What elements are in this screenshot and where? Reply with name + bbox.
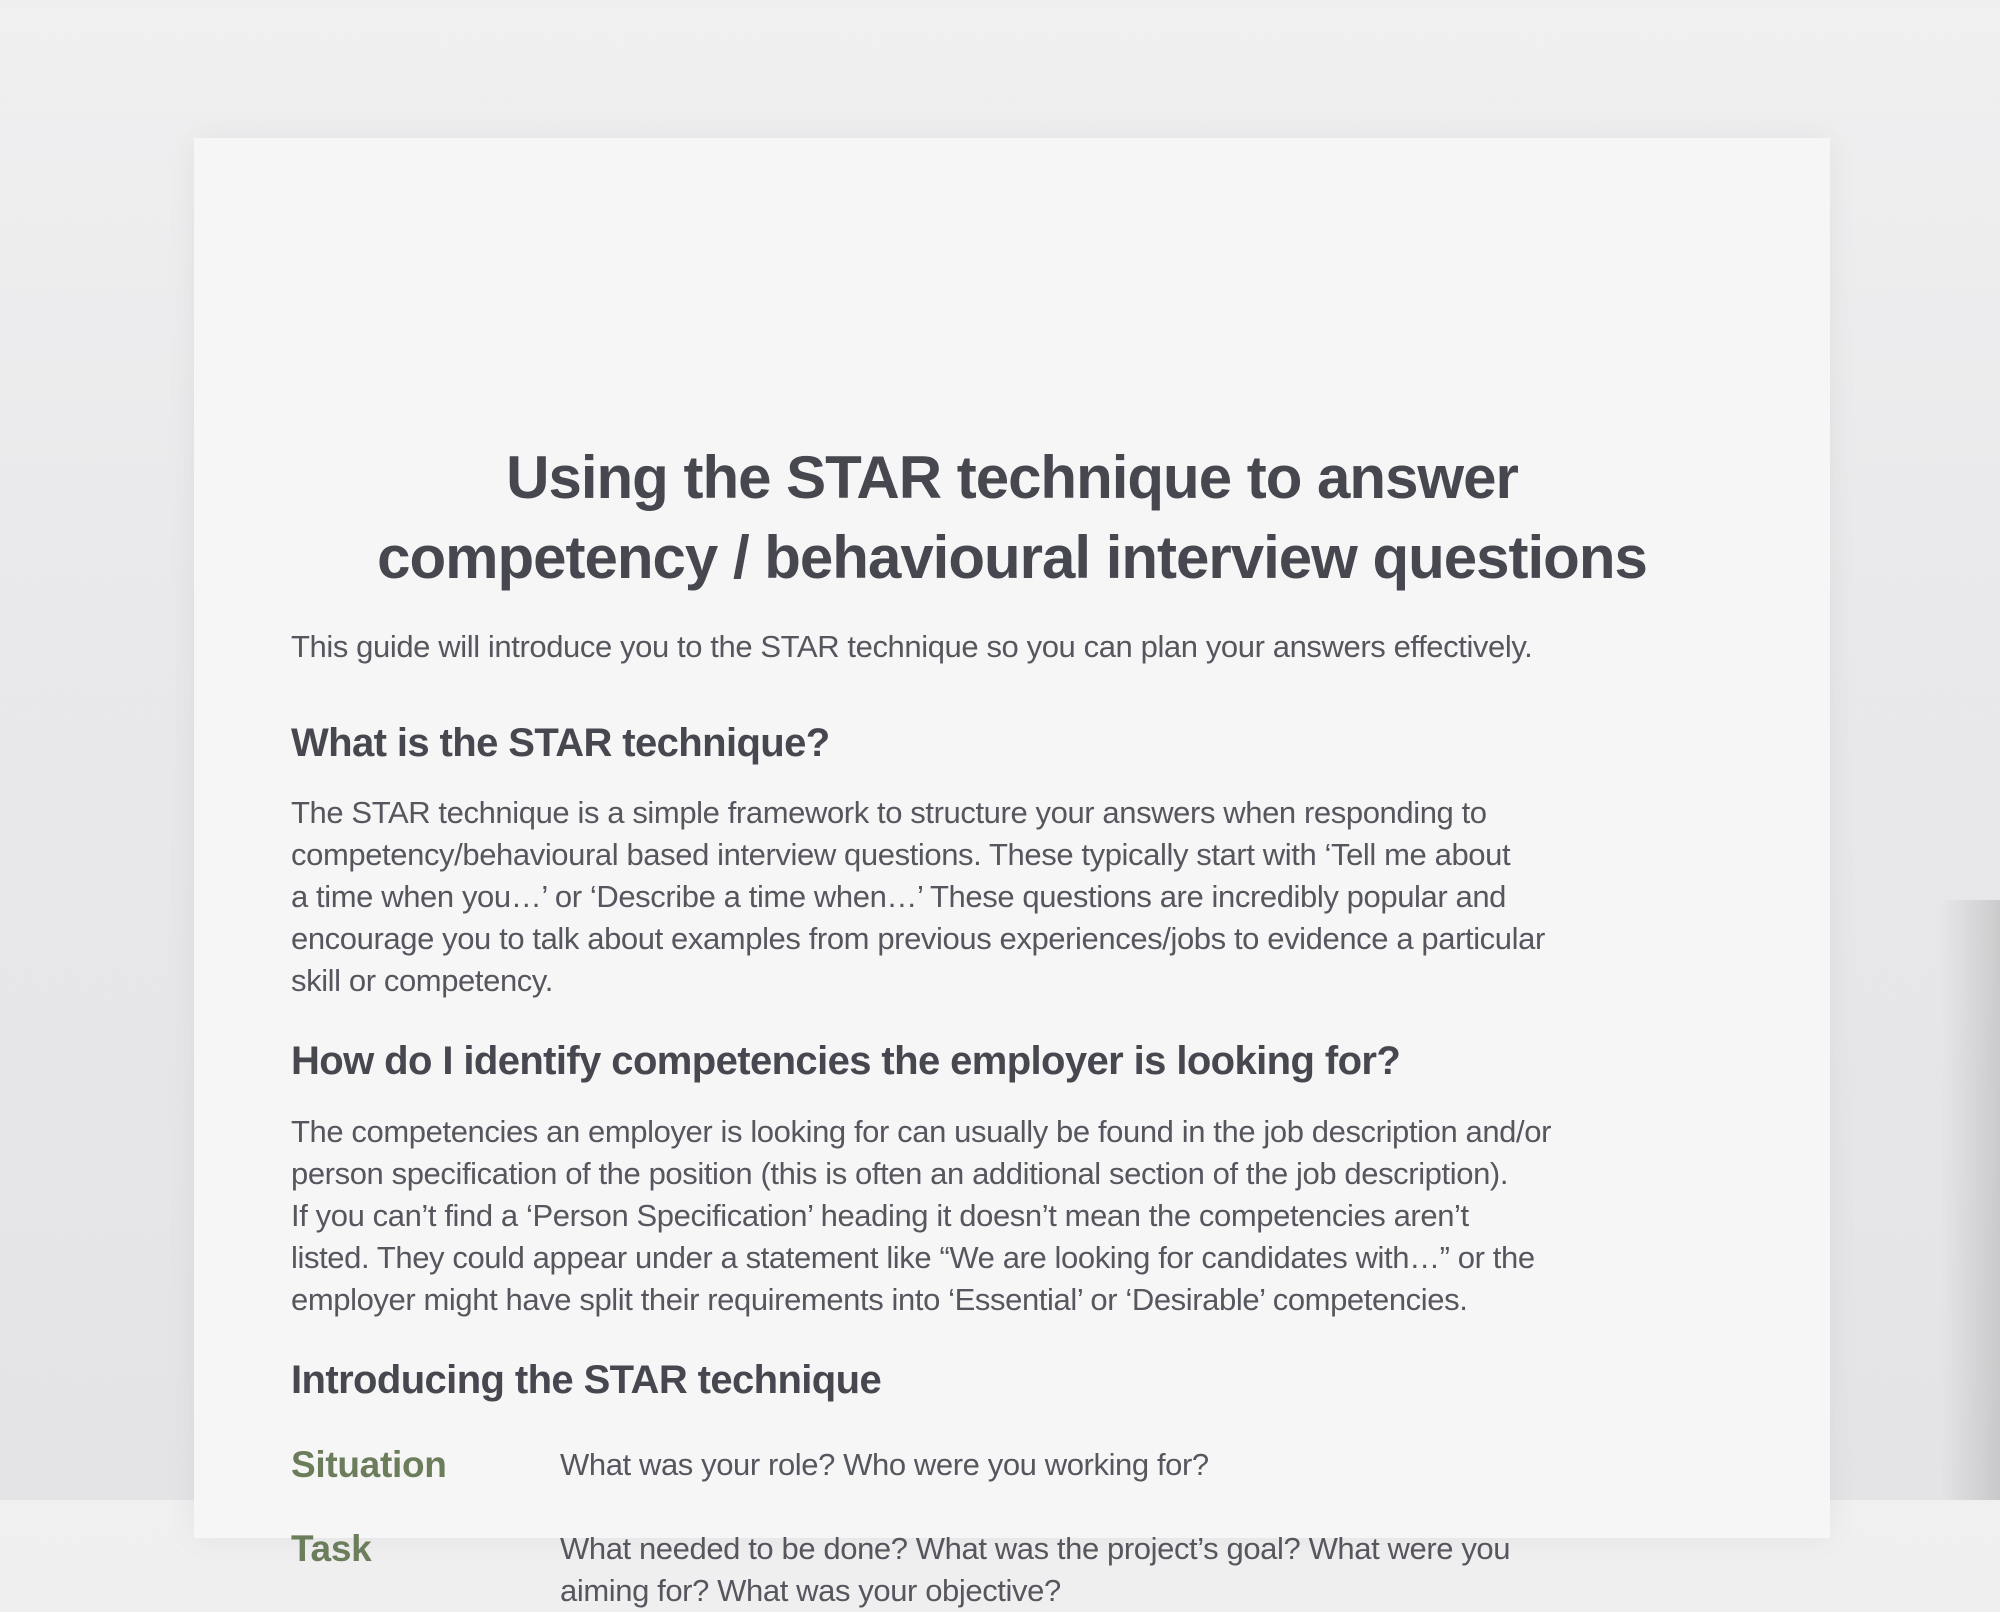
paragraph-line: If you can’t find a ‘Person Specification’ heading it doesn’t mean the competencies aren’t <box>291 1198 1469 1233</box>
star-desc-situation <box>560 1444 1209 1486</box>
intro-text: This guide will introduce you to the STAR technique so you can plan your answers effectively. <box>291 629 1533 664</box>
paragraph-line: employer might have split their requirements into ‘Essential’ or ‘Desirable’ competencies. <box>291 1282 1468 1317</box>
star-label-situation: Situation <box>291 1444 447 1485</box>
section-paragraph-identify-competencies <box>291 1111 1551 1321</box>
paragraph-line: The STAR technique is a simple framework to structure your answers when responding to <box>291 795 1487 830</box>
section-heading-identify-competencies: How do I identify competencies the employer is looking for? <box>291 1039 1401 1083</box>
paragraph-line: competency/behavioural based interview questions. These typically start with ‘Tell me about <box>291 837 1511 872</box>
paragraph-line: person specification of the position (this is often an additional section of the job description). <box>291 1156 1509 1191</box>
section-paragraph-what-is-star <box>291 792 1545 1002</box>
document-page <box>194 138 1830 1608</box>
star-label-task: Task <box>291 1528 372 1569</box>
background-shadow <box>1940 900 2000 1500</box>
paragraph-line: listed. They could appear under a statement like “We are looking for candidates with…” or the <box>291 1240 1535 1275</box>
section-heading-introducing-star: Introducing the STAR technique <box>291 1358 882 1402</box>
page-title-line-2: competency / behavioural interview questions <box>377 524 1647 591</box>
paragraph-line: The competencies an employer is looking for can usually be found in the job description and/or <box>291 1114 1551 1149</box>
section-heading-what-is-star: What is the STAR technique? <box>291 721 830 765</box>
star-desc-line: What needed to be done? What was the project’s goal? What were you <box>560 1531 1511 1566</box>
paragraph-line: skill or competency. <box>291 963 553 998</box>
star-desc-task <box>560 1528 1510 1612</box>
star-desc-line: aiming for? What was your objective? <box>560 1573 1061 1608</box>
star-desc-line: What was your role? Who were you working for? <box>560 1447 1209 1482</box>
page-title-line-1: Using the STAR technique to answer <box>506 444 1518 511</box>
paragraph-line: encourage you to talk about examples from previous experiences/jobs to evidence a particular <box>291 921 1545 956</box>
paragraph-line: a time when you…’ or ‘Describe a time when…’ These questions are incredibly popular and <box>291 879 1507 914</box>
